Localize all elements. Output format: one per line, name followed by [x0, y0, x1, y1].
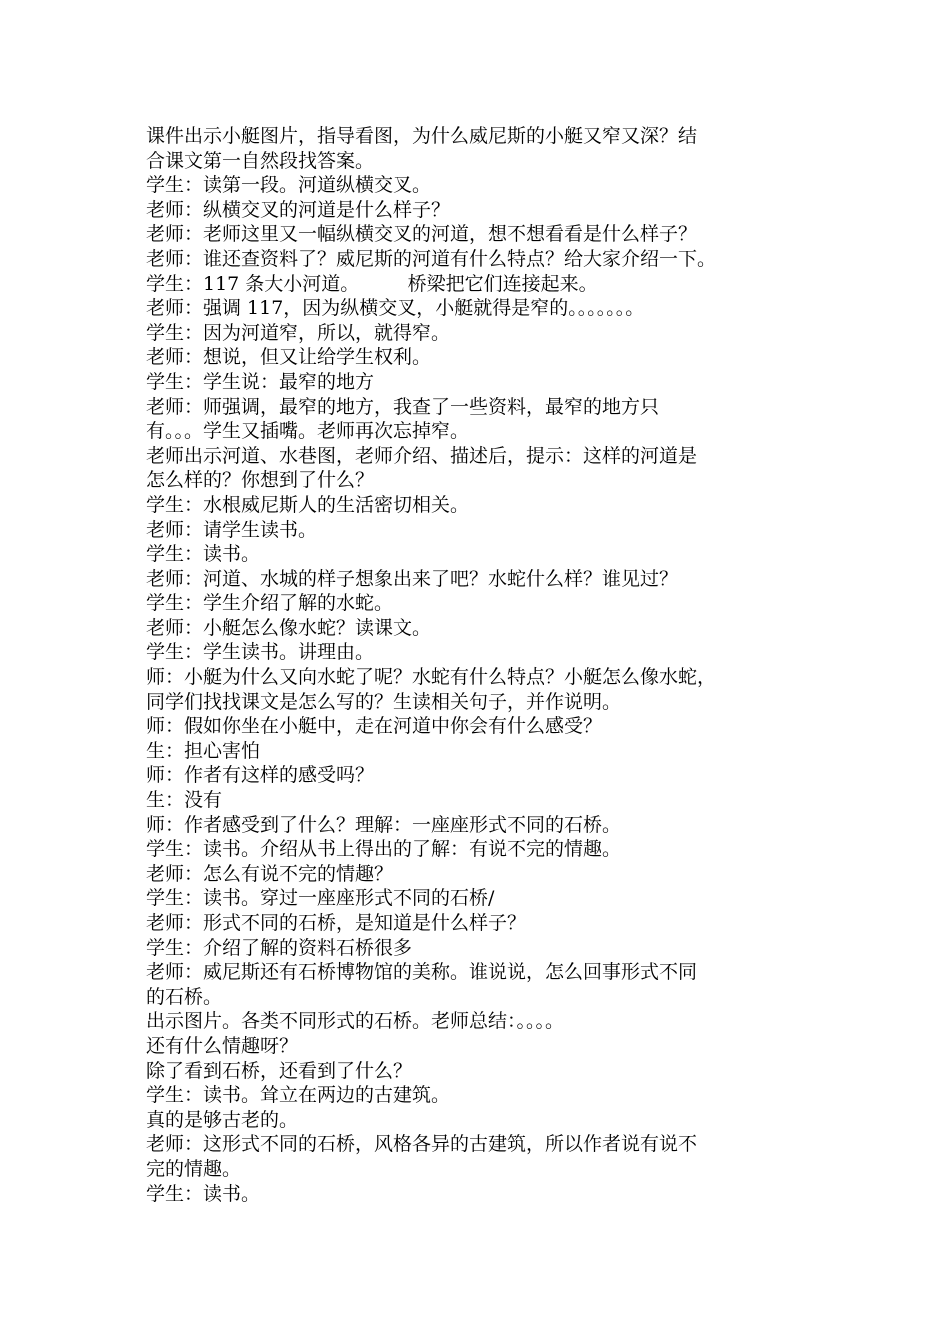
text-line: 老师出示河道、水巷图，老师介绍、描述后，提示：这样的河道是 [146, 444, 698, 467]
text-line: 师：作者感受到了什么？理解：一座座形式不同的石桥。 [146, 813, 622, 836]
text-line: 老师：请学生读书。 [146, 518, 318, 541]
text-line: 合课文第一自然段找答案。 [146, 149, 375, 172]
text-line: 老师：怎么有说不完的情趣？ [146, 862, 394, 885]
text-line: 师：小艇为什么又向水蛇了呢？水蛇有什么特点？小艇怎么像水蛇， [146, 666, 717, 689]
text-line: 有。。。学生又插嘴。老师再次忘掉窄。 [146, 420, 470, 443]
text-line: 学生：读书。 [146, 543, 261, 566]
text-line: 学生：学生说：最窄的地方 [146, 370, 375, 393]
text-line: 师：假如你坐在小艇中，走在河道中你会有什么感受？ [146, 715, 603, 738]
text-line: 学生：学生介绍了解的水蛇。 [146, 592, 394, 615]
text-line: 生：担心害怕 [146, 739, 261, 762]
text-line: 老师：谁还查资料了？威尼斯的河道有什么特点？给大家介绍一下。 [146, 247, 717, 270]
text-line: 学生：读第一段。河道纵横交叉。 [146, 174, 432, 197]
text-line: 同学们找找课文是怎么写的？生读相关句子，并作说明。 [146, 690, 622, 713]
text-line: 生：没有 [146, 789, 223, 812]
text-line: 学生：读书。介绍从书上得出的了解：有说不完的情趣。 [146, 838, 622, 861]
text-line: 的石桥。 [146, 985, 223, 1008]
text-line: 老师：河道、水城的样子想象出来了吧？水蛇什么样？谁见过？ [146, 567, 679, 590]
text-line: 学生：介绍了解的资料石桥很多 [146, 936, 413, 959]
text-line: 学生：读书。耸立在两边的古建筑。 [146, 1084, 451, 1107]
text-line: 学生：117 条大小河道。 桥梁把它们连接起来。 [146, 272, 598, 295]
text-line: 师：作者有这样的感受吗？ [146, 764, 375, 787]
text-line: 老师：形式不同的石桥，是知道是什么样子？ [146, 912, 527, 934]
text-line: 还有什么情趣呀？ [146, 1034, 299, 1057]
text-line: 老师：想说，但又让给学生权利。 [146, 346, 432, 369]
text-line: 老师：老师这里又一幅纵横交叉的河道，想不想看看是什么样子？ [146, 223, 698, 246]
text-line: 老师：师强调，最窄的地方，我查了一些资料，最窄的地方只 [146, 395, 660, 418]
text-line: 怎么样的？你想到了什么？ [146, 469, 375, 492]
document-body [146, 124, 812, 1206]
text-line: 老师：纵横交叉的河道是什么样子？ [146, 198, 451, 221]
text-line: 学生：读书。穿过一座座形式不同的石桥/ [146, 887, 495, 910]
text-line: 除了看到石桥，还看到了什么？ [146, 1059, 413, 1082]
text-line: 课件出示小艇图片，指导看图，为什么威尼斯的小艇又窄又深？结 [146, 125, 698, 147]
text-line: 学生：读书。 [146, 1182, 261, 1205]
text-line: 真的是够古老的。 [146, 1108, 299, 1131]
text-line: 老师：这形式不同的石桥，风格各异的古建筑，所以作者说有说不 [146, 1133, 698, 1156]
text-line: 老师：威尼斯还有石桥博物馆的美称。谁说说，怎么回事形式不同 [146, 961, 698, 984]
text-line: 学生：水根威尼斯人的生活密切相关。 [146, 493, 470, 516]
text-line: 学生：学生读书。讲理由。 [146, 641, 375, 664]
text-line: 出示图片。各类不同形式的石桥。老师总结：。。。。 [146, 1010, 565, 1033]
text-line: 老师：强调 117，因为纵横交叉，小艇就得是窄的。。。。。。。 [146, 297, 645, 320]
text-line: 完的情趣。 [146, 1157, 242, 1180]
text-line: 老师：小艇怎么像水蛇？读课文。 [146, 616, 432, 639]
text-line: 学生：因为河道窄，所以，就得窄。 [146, 321, 451, 344]
